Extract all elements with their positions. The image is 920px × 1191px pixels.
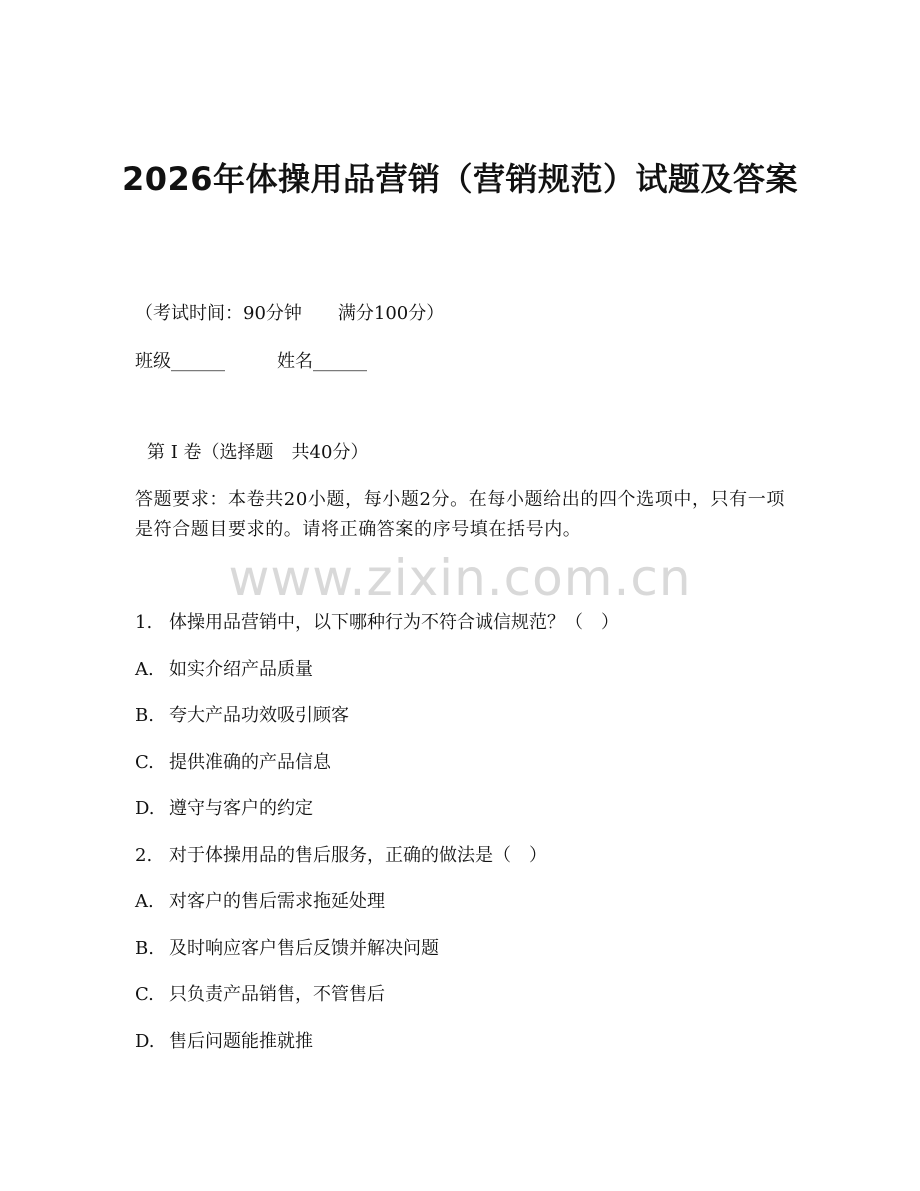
question-1-option-d	[135, 797, 313, 821]
class-field-label: 班级______	[135, 351, 225, 372]
question-1-option-a	[135, 658, 313, 682]
question-number: 2.	[135, 845, 153, 866]
option-label: B.	[135, 938, 154, 959]
option-text: 及时响应客户售后反馈并解决问题	[169, 938, 439, 959]
option-label: B.	[135, 705, 154, 726]
name-field-label: 姓名______	[277, 351, 367, 372]
option-label: C.	[135, 752, 154, 773]
option-label: D.	[135, 798, 155, 819]
question-text: 体操用品营销中，以下哪种行为不符合诚信规范？（ ）	[169, 612, 619, 633]
question-2-option-a	[135, 890, 385, 914]
student-info-row	[135, 350, 367, 374]
exam-info: （考试时间：90分钟 满分100分）	[135, 303, 445, 324]
document-title: 2026年体操用品营销（营销规范）试题及答案	[121, 160, 799, 198]
instructions-paragraph: 答题要求：本卷共20小题，每小题2分。在每小题给出的四个选项中，只有一项是符合题目要求的。请将正确答案的序号填在括号内。	[135, 489, 785, 540]
option-text: 售后问题能推就推	[169, 1031, 313, 1052]
question-2	[135, 844, 547, 868]
question-1-option-c	[135, 751, 331, 775]
option-text: 如实介绍产品质量	[169, 659, 313, 680]
question-1	[135, 611, 619, 635]
option-text: 提供准确的产品信息	[169, 752, 331, 773]
question-text: 对于体操用品的售后服务，正确的做法是（ ）	[169, 845, 547, 866]
question-number: 1.	[135, 612, 153, 633]
question-1-option-b	[135, 704, 349, 728]
option-label: A.	[135, 891, 154, 912]
option-label: C.	[135, 984, 154, 1005]
option-label: A.	[135, 659, 154, 680]
section-heading: 第 I 卷（选择题 共40分）	[147, 442, 369, 463]
option-text: 遵守与客户的约定	[169, 798, 313, 819]
watermark: www.zixin.com.cn	[228, 549, 692, 607]
question-2-option-b	[135, 937, 439, 961]
option-text: 夸大产品功效吸引顾客	[169, 705, 349, 726]
question-2-option-c	[135, 983, 385, 1007]
option-text: 只负责产品销售，不管售后	[169, 984, 385, 1005]
option-label: D.	[135, 1031, 155, 1052]
question-2-option-d	[135, 1030, 313, 1054]
option-text: 对客户的售后需求拖延处理	[169, 891, 385, 912]
